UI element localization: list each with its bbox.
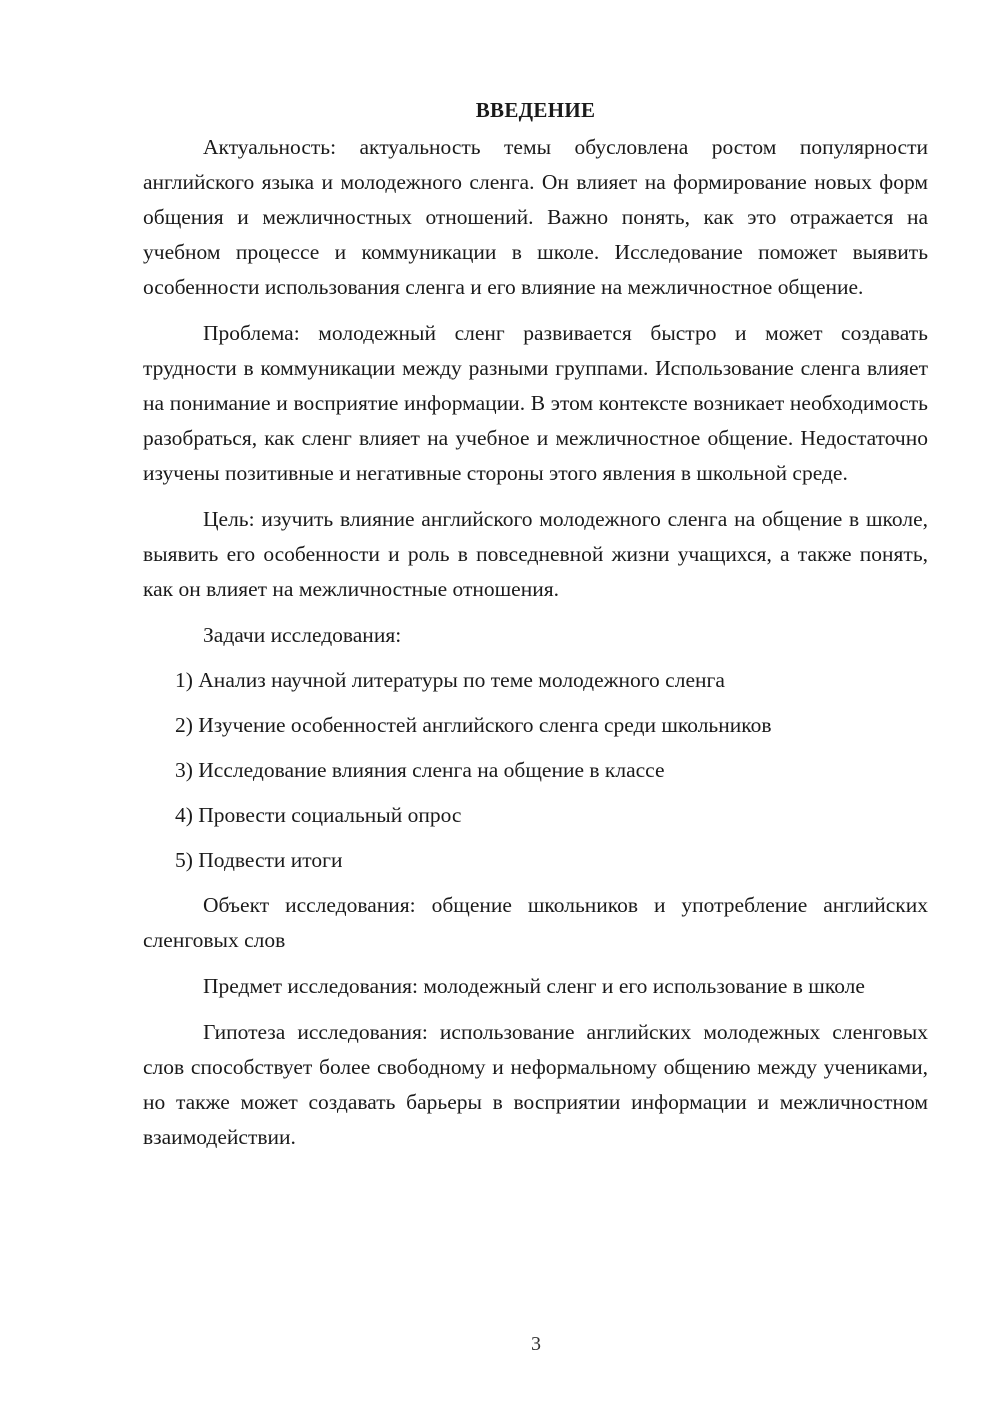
hypothesis-paragraph: Гипотеза исследования: использование английских молодежных сленговых слов способствует более свободному и неформальному общению между учениками, но также может создавать барьеры в восприятии информации и межличностном взаимодействии. bbox=[143, 1020, 928, 1149]
document-page bbox=[143, 95, 928, 1166]
list-item: 5) Подвести итоги bbox=[175, 848, 343, 872]
list-item: 2) Изучение особенностей английского сленга среди школьников bbox=[175, 713, 772, 737]
subject-paragraph: Предмет исследования: молодежный сленг и его использование в школе bbox=[203, 974, 865, 998]
list-item: 3) Исследование влияния сленга на общение в классе bbox=[175, 758, 665, 782]
list-item: 1) Анализ научной литературы по теме молодежного сленга bbox=[175, 668, 725, 692]
problem-paragraph: Проблема: молодежный сленг развивается быстро и может создавать трудности в коммуникации между разными группами. Использование сленга влияет на понимание и восприятие информации. В этом контексте возникает необходимость разобраться, как сленг влияет на учебное и межличностное общение. Недостаточно изучены позитивные и негативные стороны этого явления в школьной среде. bbox=[143, 321, 928, 485]
tasks-heading: Задачи исследования: bbox=[203, 623, 402, 647]
section-title: ВВЕДЕНИЕ bbox=[475, 98, 596, 122]
page-number: 3 bbox=[531, 1333, 541, 1355]
object-paragraph: Объект исследования: общение школьников и употребление английских сленговых слов bbox=[143, 893, 928, 952]
relevance-paragraph: Актуальность: актуальность темы обусловлена ростом популярности английского языка и молодежного сленга. Он влияет на формирование новых форм общения и межличностных отношений. Важно понять, как это отражается на учебном процессе и коммуникации в школе. Исследование поможет выявить особенности использования сленга и его влияние на межличностное общение. bbox=[143, 135, 928, 299]
tasks-list bbox=[143, 663, 928, 878]
list-item: 4) Провести социальный опрос bbox=[175, 803, 462, 827]
goal-paragraph: Цель: изучить влияние английского молодежного сленга на общение в школе, выявить его особенности и роль в повседневной жизни учащихся, а также понять, как он влияет на межличностные отношения. bbox=[143, 507, 928, 601]
